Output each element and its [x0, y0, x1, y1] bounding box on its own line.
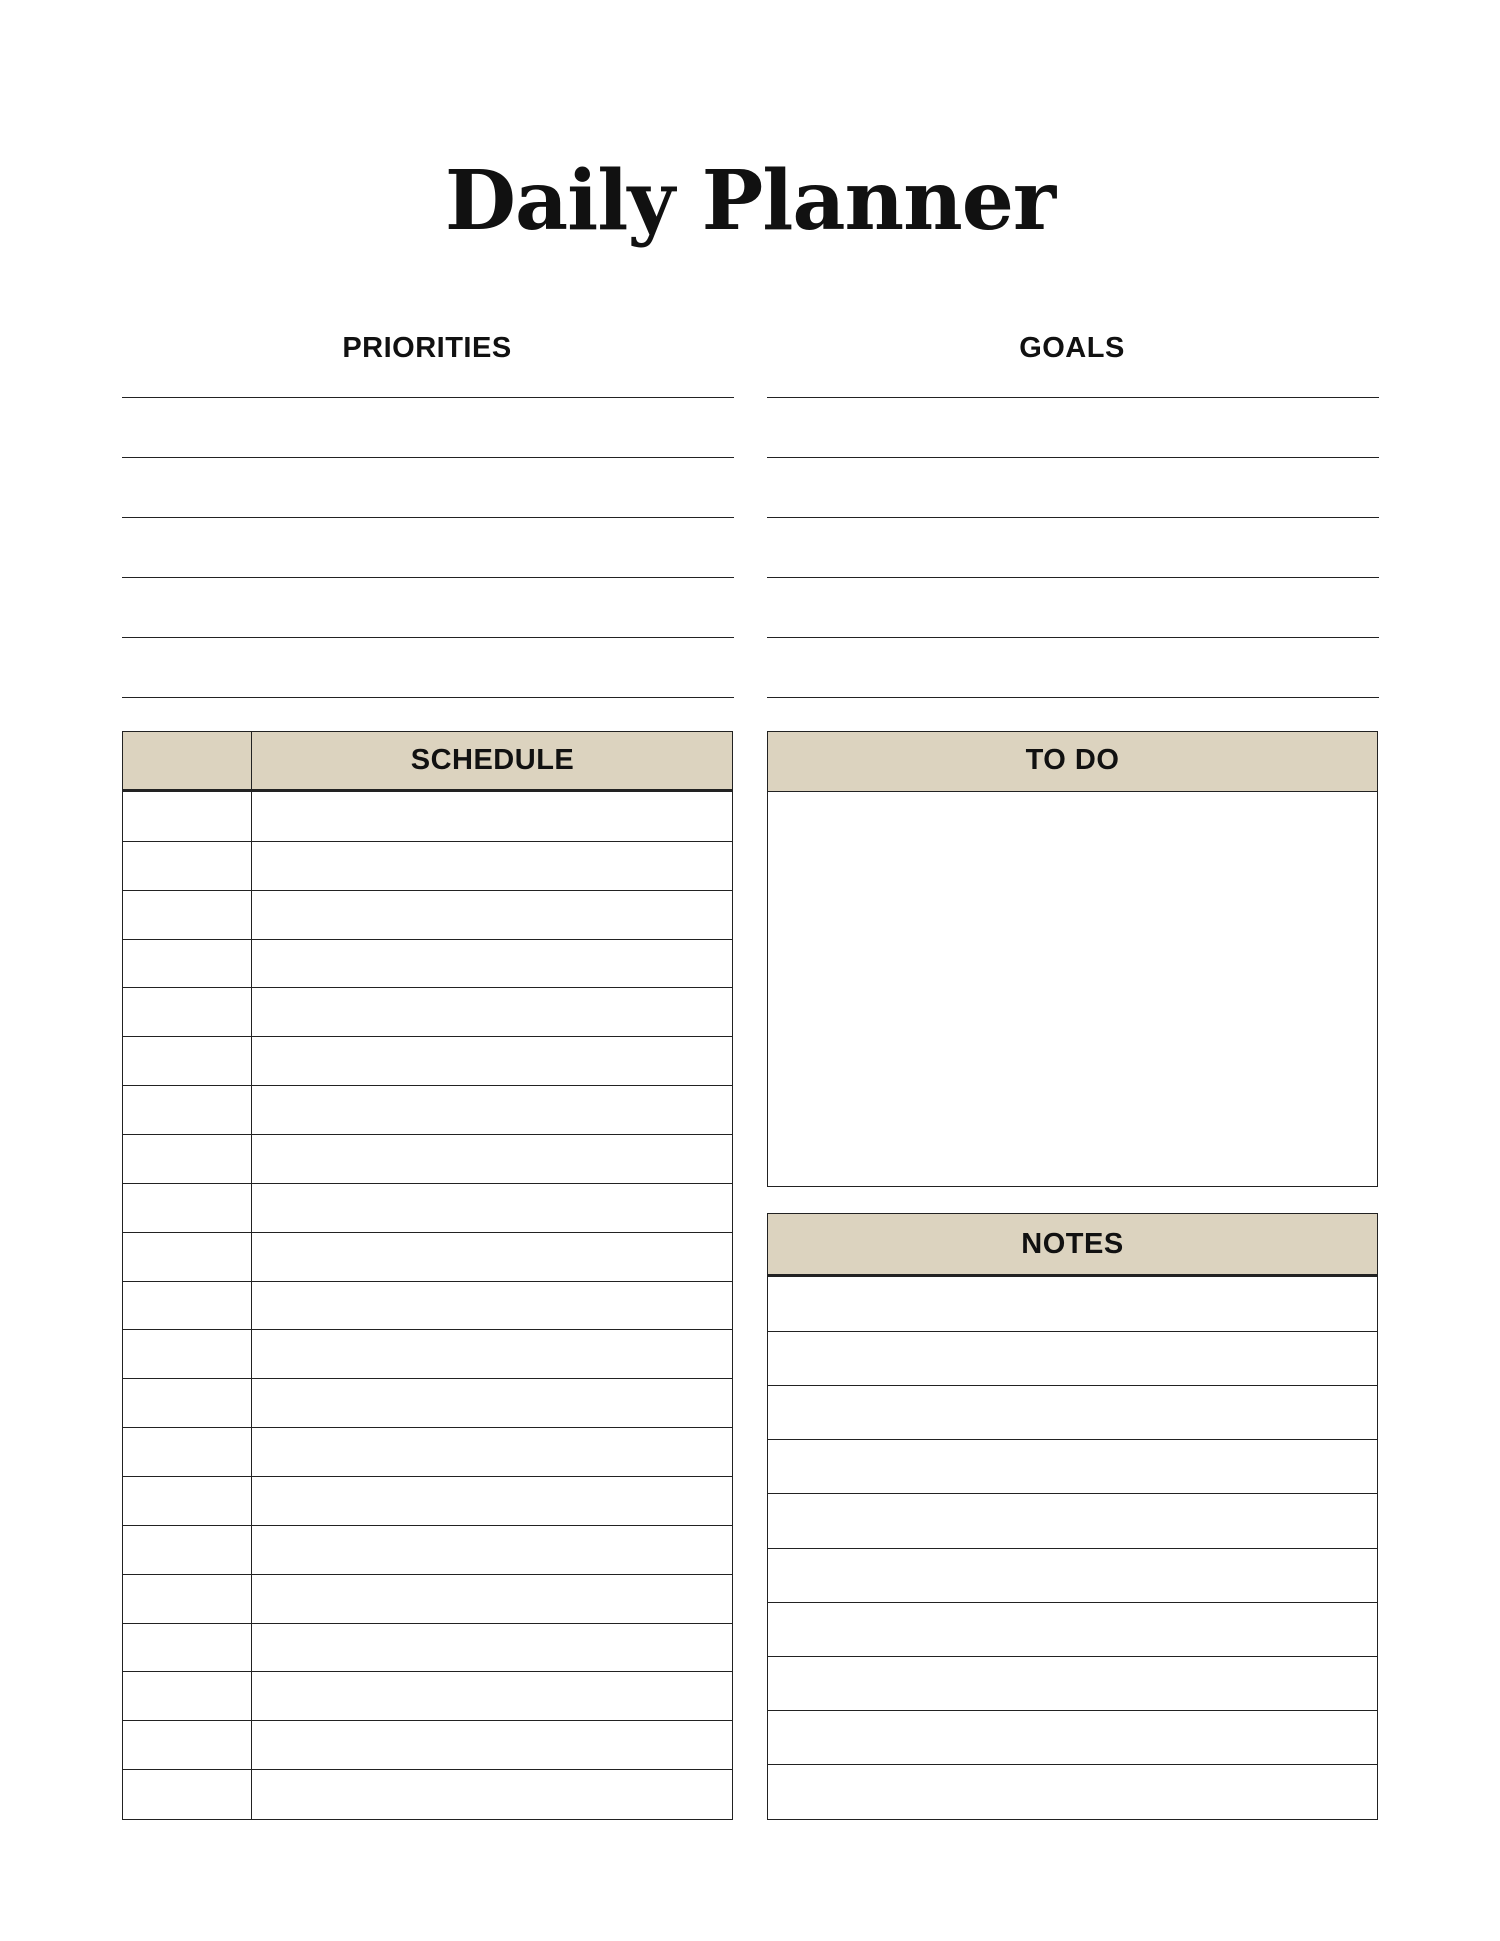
schedule-entry-cell[interactable]	[253, 1232, 732, 1281]
todo-writing-area[interactable]	[768, 792, 1377, 1186]
schedule-entry-cell[interactable]	[253, 1281, 732, 1330]
schedule-time-cell[interactable]	[123, 1769, 251, 1818]
notes-header-label: NOTES	[1021, 1228, 1124, 1260]
priority-line[interactable]	[122, 397, 734, 398]
schedule-entry-cell[interactable]	[253, 939, 732, 988]
schedule-time-cell[interactable]	[123, 1378, 251, 1427]
notes-row[interactable]	[768, 1548, 1377, 1602]
priority-line[interactable]	[122, 457, 734, 458]
schedule-time-cell[interactable]	[123, 841, 251, 890]
schedule-time-cell[interactable]	[123, 1085, 251, 1134]
schedule-time-cell[interactable]	[123, 939, 251, 988]
priorities-label: PRIORITIES	[342, 332, 512, 364]
schedule-time-cell[interactable]	[123, 1671, 251, 1720]
schedule-entry-cell[interactable]	[253, 1476, 732, 1525]
schedule-time-cell[interactable]	[123, 1427, 251, 1476]
schedule-time-cell[interactable]	[123, 1329, 251, 1378]
schedule-time-cell[interactable]	[123, 1183, 251, 1232]
schedule-entry-cell[interactable]	[253, 1574, 732, 1623]
priority-line[interactable]	[122, 637, 734, 638]
schedule-entry-cell[interactable]	[253, 1671, 732, 1720]
goal-line[interactable]	[767, 397, 1379, 398]
schedule-entry-cell[interactable]	[253, 1378, 732, 1427]
schedule-time-cell[interactable]	[123, 1281, 251, 1330]
schedule-time-cell[interactable]	[123, 792, 251, 841]
schedule-entry-cell[interactable]	[253, 1720, 732, 1769]
schedule-entry-cell[interactable]	[253, 1134, 732, 1183]
schedule-entry-cell[interactable]	[253, 1036, 732, 1085]
notes-row[interactable]	[768, 1277, 1377, 1331]
priority-line[interactable]	[122, 697, 734, 698]
schedule-entry-cell[interactable]	[253, 792, 732, 841]
schedule-time-column-divider	[251, 790, 252, 1819]
schedule-time-cell[interactable]	[123, 890, 251, 939]
priority-line[interactable]	[122, 517, 734, 518]
schedule-entry-cell[interactable]	[253, 1183, 732, 1232]
schedule-time-cell[interactable]	[123, 1232, 251, 1281]
notes-header	[768, 1214, 1377, 1277]
schedule-time-cell[interactable]	[123, 1623, 251, 1672]
schedule-entry-cell[interactable]	[253, 987, 732, 1036]
notes-row[interactable]	[768, 1331, 1377, 1385]
todo-box	[767, 731, 1378, 1187]
schedule-time-cell[interactable]	[123, 1476, 251, 1525]
notes-row[interactable]	[768, 1439, 1377, 1493]
priority-line[interactable]	[122, 577, 734, 578]
schedule-time-cell[interactable]	[123, 1134, 251, 1183]
schedule-entry-cell[interactable]	[253, 1329, 732, 1378]
notes-row[interactable]	[768, 1710, 1377, 1764]
schedule-entry-cell[interactable]	[253, 1769, 732, 1818]
todo-header	[768, 732, 1377, 792]
notes-row[interactable]	[768, 1493, 1377, 1547]
schedule-time-cell[interactable]	[123, 1036, 251, 1085]
schedule-entry-cell[interactable]	[253, 841, 732, 890]
schedule-time-cell[interactable]	[123, 987, 251, 1036]
todo-header-label: TO DO	[1025, 744, 1120, 776]
schedule-entry-cell[interactable]	[253, 1427, 732, 1476]
notes-row[interactable]	[768, 1385, 1377, 1439]
schedule-entry-cell[interactable]	[253, 1623, 732, 1672]
notes-box	[767, 1213, 1378, 1820]
schedule-header-label: SCHEDULE	[410, 744, 575, 776]
schedule-entry-cell[interactable]	[253, 1525, 732, 1574]
goal-line[interactable]	[767, 457, 1379, 458]
goal-line[interactable]	[767, 637, 1379, 638]
schedule-table	[122, 731, 733, 1820]
notes-row[interactable]	[768, 1656, 1377, 1710]
schedule-entry-cell[interactable]	[253, 890, 732, 939]
schedule-header	[123, 732, 732, 792]
notes-row[interactable]	[768, 1764, 1377, 1818]
schedule-header-time-cell	[251, 732, 252, 789]
goal-line[interactable]	[767, 697, 1379, 698]
goal-line[interactable]	[767, 517, 1379, 518]
page-title: Daily Planner	[444, 153, 1056, 249]
goals-label: GOALS	[1019, 332, 1125, 364]
schedule-time-cell[interactable]	[123, 1574, 251, 1623]
notes-row[interactable]	[768, 1602, 1377, 1656]
goal-line[interactable]	[767, 577, 1379, 578]
schedule-time-cell[interactable]	[123, 1720, 251, 1769]
schedule-entry-cell[interactable]	[253, 1085, 732, 1134]
schedule-time-cell[interactable]	[123, 1525, 251, 1574]
